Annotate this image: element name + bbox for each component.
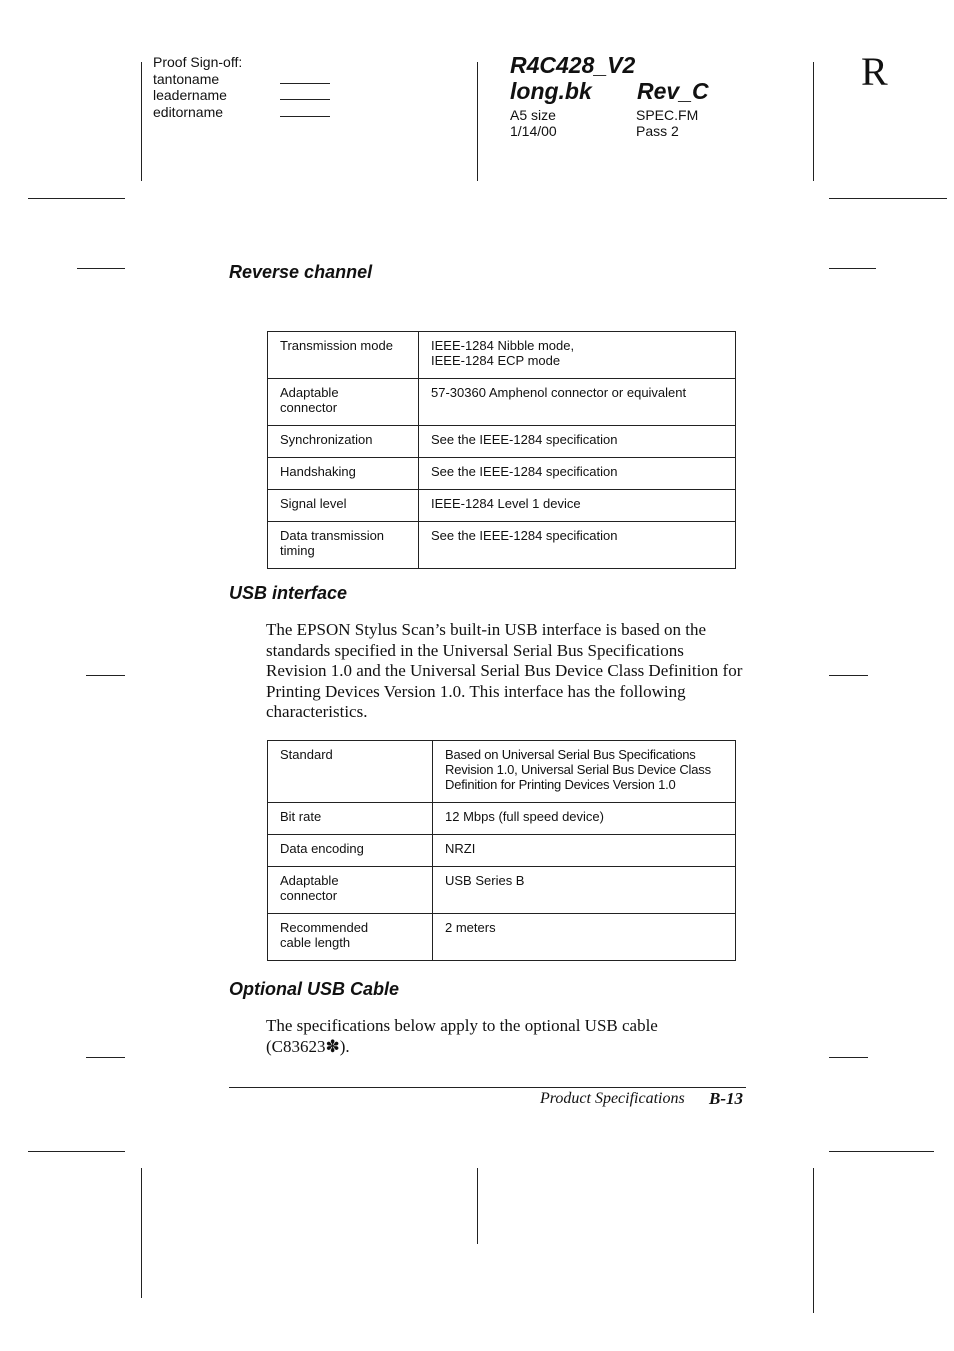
crop-mark [829,1057,868,1058]
spec-label: Bit rate [268,803,433,835]
spec-value: 2 meters [433,914,736,961]
table-row [268,522,736,569]
proof-editorname: editorname [153,103,224,120]
spec-value: IEEE-1284 Level 1 device [419,490,736,522]
spec-label: Adaptable connector [268,867,433,914]
proof-leadername: leadername [153,87,227,103]
spec-label: Handshaking [268,458,419,490]
crop-mark [28,1151,125,1152]
meta-date: 1/14/00 [510,123,557,139]
crop-mark [829,268,876,269]
proof-label: Proof Sign-off: [153,54,243,70]
meta-size: A5 size [510,107,556,123]
table-row [268,332,736,379]
doc-title-line1: R4C428_V2 [510,52,636,78]
proof-signoff [153,54,330,120]
optional-usb-heading: Optional USB Cable [229,979,400,999]
doc-title-book: long.bk [510,78,592,104]
usb-interface-heading: USB interface [229,583,348,603]
doc-title-rev: Rev_C [637,78,709,104]
spec-value: See the IEEE-1284 specification [419,522,736,569]
spec-label: Data encoding [268,835,433,867]
spec-label: Recommended cable length [268,914,433,961]
crop-mark [141,62,142,181]
spec-value: 57-30360 Amphenol connector or equivalent [419,379,736,426]
table-row [268,835,736,867]
table-row [268,426,736,458]
footer-rule [229,1087,746,1088]
reverse-channel-table [267,331,736,569]
spec-label: Signal level [268,490,419,522]
spec-value: USB Series B [433,867,736,914]
crop-mark [86,675,125,676]
meta-file: SPEC.FM [636,107,699,123]
crop-mark [813,62,814,181]
spec-value: NRZI [433,835,736,867]
crop-mark [477,1168,478,1244]
usb-interface-table [267,740,736,961]
table-row [268,379,736,426]
crop-mark [829,675,868,676]
table-row [268,490,736,522]
usb-interface-paragraph: The EPSON Stylus Scan’s built-in USB interface is based on the standards specified in the Universal Serial Bus Specifications Revision 1.0 and the Universal Serial Bus Device Class Definition for Printing Devices Version 1.0. This interface has the following characteristics. [266,620,743,721]
table-row [268,803,736,835]
footer-section: Product Specifications [540,1090,685,1107]
spec-value: See the IEEE-1284 specification [419,458,736,490]
footer-page-number: B-13 [709,1089,743,1108]
spec-label: Transmission mode [268,332,419,379]
table-row [268,458,736,490]
crop-mark [86,1057,125,1058]
crop-mark [829,1151,934,1152]
table-row [268,741,736,803]
crop-mark [141,1168,142,1298]
spec-value: See the IEEE-1284 specification [419,426,736,458]
corner-letter: R [861,49,888,94]
table-row [268,867,736,914]
spec-label: Data transmission timing [268,522,419,569]
signoff-blank [280,90,330,100]
reverse-channel-heading: Reverse channel [229,262,373,282]
crop-mark [28,198,125,199]
signoff-blank [280,107,330,117]
proof-tantoname: tantoname [153,70,220,87]
spec-value: Based on Universal Serial Bus Specifications Revision 1.0, Universal Serial Bus Device Class Definition for Printing Devices Version 1.0 [433,741,736,803]
signoff-blank [280,74,330,84]
table-row [268,914,736,961]
spec-label: Adaptable connector [268,379,419,426]
crop-mark [829,198,947,199]
meta-pass: Pass 2 [636,123,679,139]
spec-label: Synchronization [268,426,419,458]
spec-label: Standard [268,741,433,803]
crop-mark [813,1168,814,1313]
spec-value: 12 Mbps (full speed device) [433,803,736,835]
crop-mark [77,268,125,269]
spec-value: IEEE-1284 Nibble mode, IEEE-1284 ECP mode [419,332,736,379]
crop-mark [477,62,478,181]
optional-usb-paragraph: The specifications below apply to the optional USB cable (C83623✽). [266,1016,658,1056]
